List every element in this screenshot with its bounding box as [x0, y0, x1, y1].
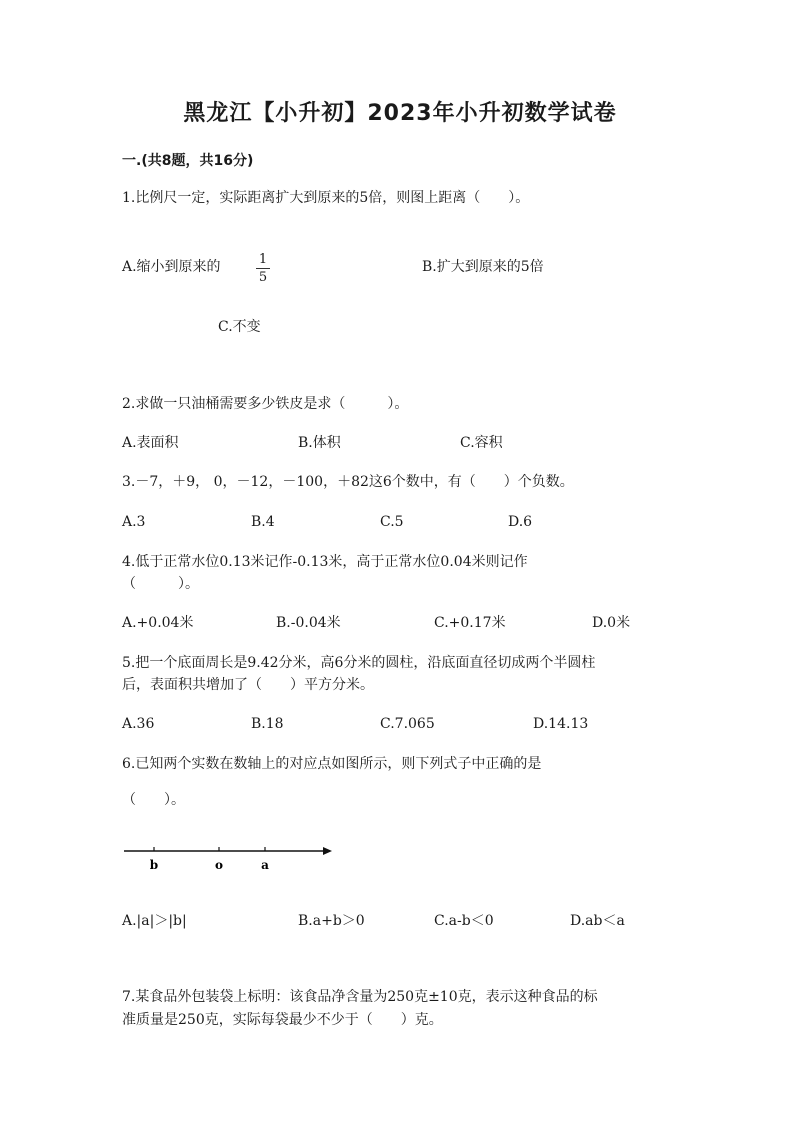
question-5-option-a: A.36: [122, 716, 155, 732]
number-line-label-b: b: [149, 858, 159, 872]
question-5-stem-line-1: 5.把一个底面周长是9.42分米，高6分米的圆柱，沿底面直径切成两个半圆柱: [122, 655, 596, 671]
question-4-option-a: A.+0.04米: [122, 615, 194, 631]
number-line-label-o: o: [214, 858, 224, 872]
question-1-option-c: C.不变: [218, 319, 261, 335]
question-4-stem-line-1: 4.低于正常水位0.13米记作-0.13米，高于正常水位0.04米则记作: [122, 554, 528, 570]
fraction-bar: [256, 268, 270, 269]
question-3-stem: 3.－7，＋9， 0，－12，－100，＋82这6个数中，有（ ）个负数。: [122, 474, 574, 490]
question-3-option-b: B.4: [251, 514, 275, 530]
exam-title: 黑龙江【小升初】2023年小升初数学试卷: [183, 101, 617, 126]
fraction-one-fifth: [254, 252, 272, 285]
question-5-option-d: D.14.13: [533, 716, 589, 732]
section-heading: 一.(共8题，共16分): [122, 153, 254, 169]
question-2-option-b: B.体积: [298, 435, 341, 451]
question-2-option-c: C.容积: [460, 435, 503, 451]
number-line-arrow-icon: [323, 847, 332, 855]
question-6-option-b: B.a+b＞0: [298, 913, 365, 929]
question-6-stem-line-1: 6.已知两个实数在数轴上的对应点如图所示，则下列式子中正确的是: [122, 756, 542, 772]
fraction-denominator: 5: [258, 270, 268, 285]
number-line-figure: [120, 838, 340, 874]
question-4-stem-line-2: （ ）。: [122, 576, 199, 592]
question-5-stem-line-2: 后，表面积共增加了（ ）平方分米。: [122, 677, 374, 693]
question-5-option-c: C.7.065: [380, 716, 435, 732]
number-line-label-a: a: [261, 858, 269, 872]
question-6-stem-line-2: （ ）。: [122, 792, 185, 808]
question-6-option-d: D.ab＜a: [570, 913, 625, 929]
question-7-stem-line-1: 7.某食品外包装袋上标明：该食品净含量为250克±10克，表示这种食品的标: [122, 989, 598, 1005]
question-3-option-d: D.6: [508, 514, 533, 530]
question-6-option-c: C.a-b＜0: [434, 913, 494, 929]
question-6-option-a: A.|a|＞|b|: [122, 913, 187, 929]
question-3-option-a: A.3: [122, 514, 146, 530]
fraction-numerator: 1: [258, 252, 268, 267]
question-1-stem: 1.比例尺一定，实际距离扩大到原来的5倍，则图上距离（ ）。: [122, 190, 530, 206]
question-2-stem: 2.求做一只油桶需要多少铁皮是求（ ）。: [122, 396, 409, 412]
question-4-option-d: D.0米: [592, 615, 631, 631]
question-2-option-a: A.表面积: [122, 435, 179, 451]
question-4-option-c: C.+0.17米: [434, 615, 506, 631]
question-7-stem-line-2: 准质量是250克，实际每袋最少不少于（ ）克。: [122, 1012, 443, 1028]
question-5-option-b: B.18: [251, 716, 284, 732]
question-3-option-c: C.5: [380, 514, 404, 530]
question-1-option-a: A.缩小到原来的: [122, 259, 221, 275]
question-4-option-b: B.-0.04米: [276, 615, 341, 631]
question-1-option-b: B.扩大到原来的5倍: [422, 259, 544, 275]
